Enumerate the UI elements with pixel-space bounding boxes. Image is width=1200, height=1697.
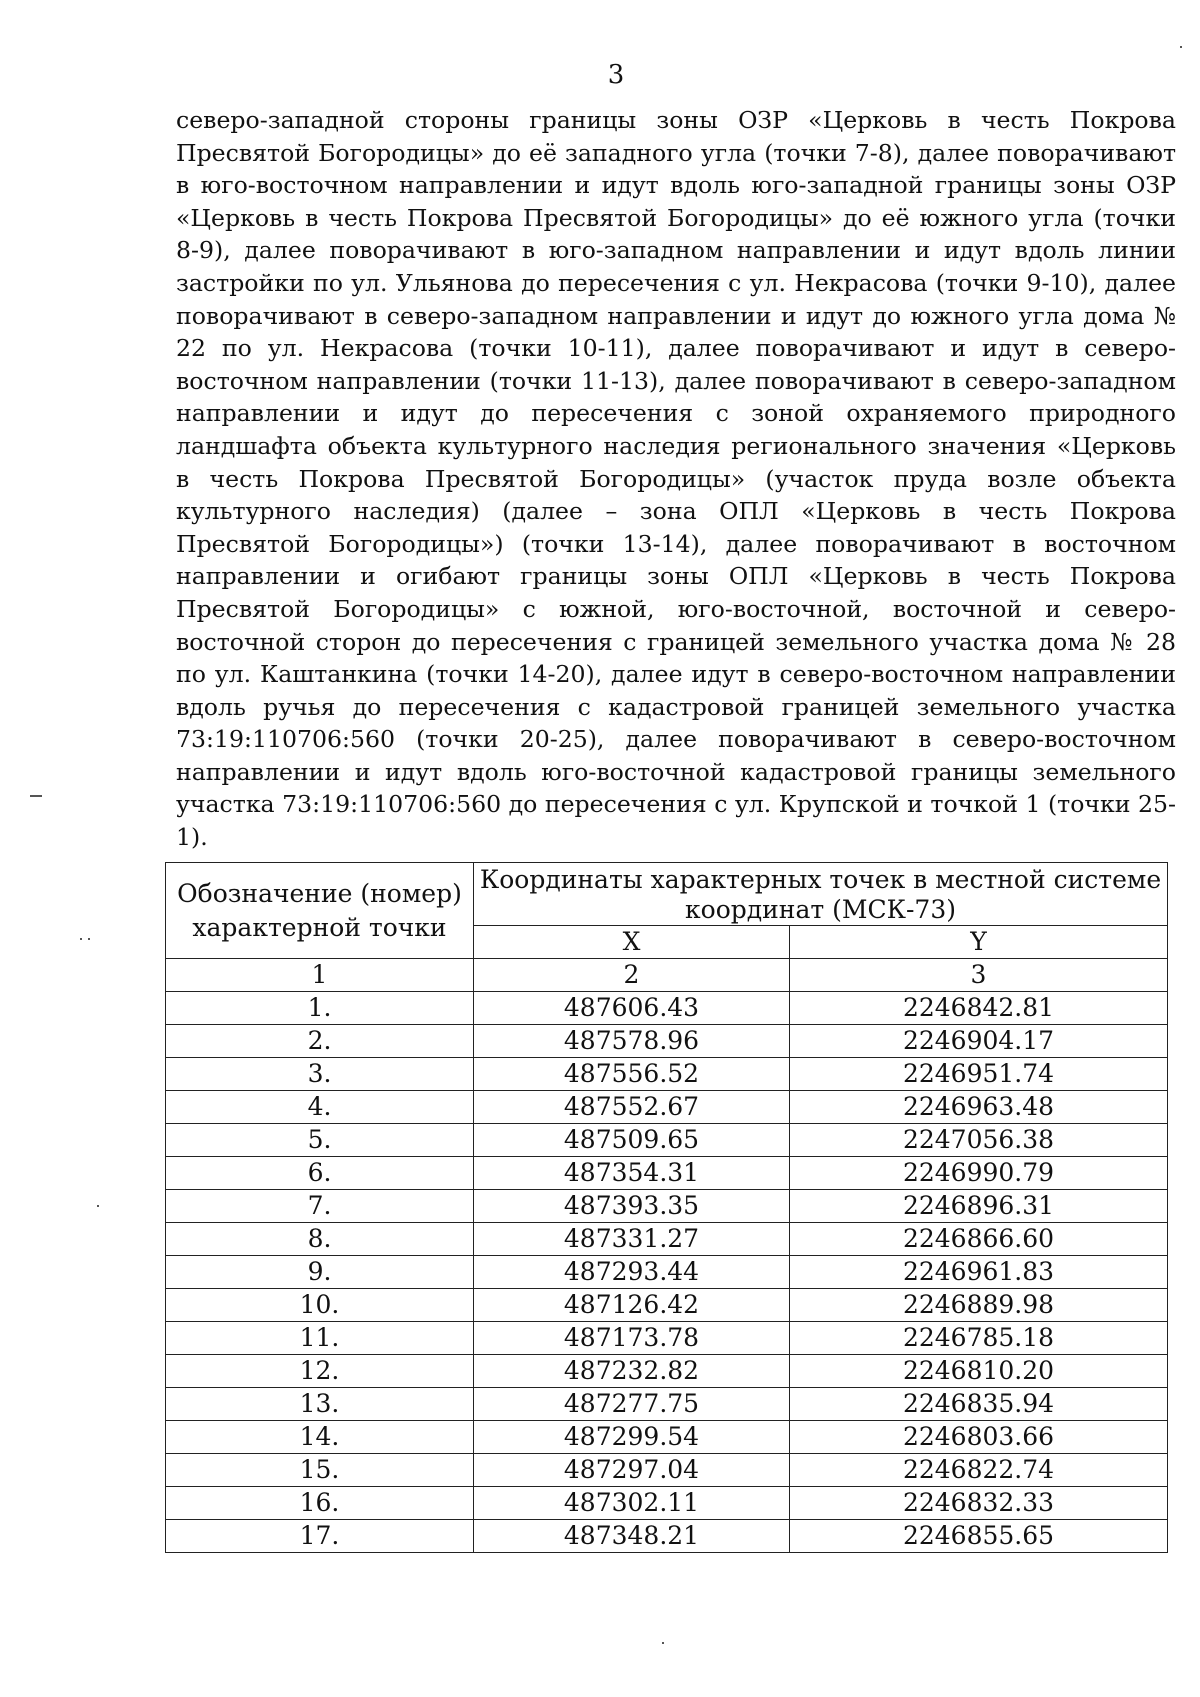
table-row	[166, 1520, 1168, 1553]
scan-mark	[80, 938, 82, 940]
table-row	[166, 1322, 1168, 1355]
y-cell: 2246785.18	[790, 1322, 1168, 1355]
point-cell: 6.	[166, 1157, 474, 1190]
body-paragraph: северо-западной стороны границы зоны ОЗР «Церковь в честь Покрова Пресвятой Богородицы» до её западного угла (точки 7-8), далее поворачивают в юго-восточном направлении и идут вдоль юго-западной границы зоны ОЗР «Церковь в честь Покрова Пресвятой Богородицы» до её южного угла (точки 8-9), далее поворачивают в юго-западном направлении и идут вдоль линии застройки по ул. Ульянова до пересечения с ул. Некрасова (точки 9-10), далее поворачивают в северо-западном направлении и идут до южного угла дома № 22 по ул. Некрасова (точки 10-11), далее поворачивают и идут в северо-восточном направлении (точки 11-13), далее поворачивают в северо-западном направлении и идут до пересечения с зоной охраняемого природного ландшафта объекта культурного наследия регионального значения «Церковь в честь Покрова Пресвятой Богородицы» (участок пруда возле объекта культурного наследия) (далее – зона ОПЛ «Церковь в честь Покрова Пресвятой Богородицы») (точки 13-14), далее поворачивают в восточном направлении и огибают границы зоны ОПЛ «Церковь в честь Покрова Пресвятой Богородицы» с южной, юго-восточной, восточной и северо-восточной сторон до пересечения с границей земельного участка дома № 28 по ул. Каштанкина (точки 14-20), далее идут в северо-восточном направлении вдоль ручья до пересечения с кадастровой границей земельного участка 73:19:110706:560 (точки 20-25), далее поворачивают в северо-восточном направлении и идут вдоль юго-восточной кадастровой границы земельного участка 73:19:110706:560 до пересечения с ул. Крупской и точкой 1 (точки 25-1).	[176, 106, 1176, 852]
x-cell: 487331.27	[474, 1223, 790, 1256]
scan-mark	[1180, 46, 1182, 48]
x-cell: 487277.75	[474, 1388, 790, 1421]
point-cell: 2.	[166, 1025, 474, 1058]
y-cell: 2246990.79	[790, 1157, 1168, 1190]
header-coordinates: Координаты характерных точек в местной системе координат (МСК-73)	[474, 863, 1168, 926]
point-cell: 3.	[166, 1058, 474, 1091]
point-cell: 8.	[166, 1223, 474, 1256]
point-cell: 15.	[166, 1454, 474, 1487]
header-point-designation: Обозначение (номер) характерной точки	[166, 863, 474, 959]
table-row	[166, 1223, 1168, 1256]
column-number-3: 3	[790, 959, 1168, 992]
point-cell: 10.	[166, 1289, 474, 1322]
point-cell: 14.	[166, 1421, 474, 1454]
table-row	[166, 1421, 1168, 1454]
y-cell: 2247056.38	[790, 1124, 1168, 1157]
table-row	[166, 1124, 1168, 1157]
x-cell: 487556.52	[474, 1058, 790, 1091]
point-cell: 16.	[166, 1487, 474, 1520]
coordinates-table-body	[166, 992, 1168, 1553]
scan-mark	[662, 1642, 664, 1644]
y-cell: 2246866.60	[790, 1223, 1168, 1256]
point-cell: 11.	[166, 1322, 474, 1355]
table-row	[166, 1487, 1168, 1520]
x-cell: 487297.04	[474, 1454, 790, 1487]
table-row	[166, 1190, 1168, 1223]
x-cell: 487232.82	[474, 1355, 790, 1388]
point-cell: 5.	[166, 1124, 474, 1157]
y-cell: 2246835.94	[790, 1388, 1168, 1421]
x-cell: 487299.54	[474, 1421, 790, 1454]
table-row	[166, 1454, 1168, 1487]
header-x: X	[474, 926, 790, 959]
y-cell: 2246963.48	[790, 1091, 1168, 1124]
point-cell: 13.	[166, 1388, 474, 1421]
table-row	[166, 1289, 1168, 1322]
x-cell: 487126.42	[474, 1289, 790, 1322]
page-number: 3	[607, 60, 625, 90]
column-number-1: 1	[166, 959, 474, 992]
point-cell: 4.	[166, 1091, 474, 1124]
point-cell: 7.	[166, 1190, 474, 1223]
y-cell: 2246803.66	[790, 1421, 1168, 1454]
x-cell: 487173.78	[474, 1322, 790, 1355]
header-y: Y	[790, 926, 1168, 959]
x-cell: 487552.67	[474, 1091, 790, 1124]
table-row	[166, 1091, 1168, 1124]
y-cell: 2246855.65	[790, 1520, 1168, 1553]
scan-mark	[30, 795, 42, 797]
table-row	[166, 992, 1168, 1025]
y-cell: 2246951.74	[790, 1058, 1168, 1091]
x-cell: 487302.11	[474, 1487, 790, 1520]
point-cell: 1.	[166, 992, 474, 1025]
y-cell: 2246896.31	[790, 1190, 1168, 1223]
table-row	[166, 1388, 1168, 1421]
x-cell: 487606.43	[474, 992, 790, 1025]
y-cell: 2246961.83	[790, 1256, 1168, 1289]
x-cell: 487509.65	[474, 1124, 790, 1157]
table-row	[166, 1355, 1168, 1388]
y-cell: 2246904.17	[790, 1025, 1168, 1058]
x-cell: 487293.44	[474, 1256, 790, 1289]
scan-mark	[97, 1205, 99, 1207]
point-cell: 9.	[166, 1256, 474, 1289]
table-row	[166, 1025, 1168, 1058]
y-cell: 2246822.74	[790, 1454, 1168, 1487]
scan-mark	[88, 938, 90, 940]
table-row	[166, 1157, 1168, 1190]
x-cell: 487348.21	[474, 1520, 790, 1553]
point-cell: 12.	[166, 1355, 474, 1388]
coordinates-table	[165, 862, 1168, 1553]
table-row	[166, 1256, 1168, 1289]
x-cell: 487578.96	[474, 1025, 790, 1058]
y-cell: 2246810.20	[790, 1355, 1168, 1388]
column-number-2: 2	[474, 959, 790, 992]
x-cell: 487393.35	[474, 1190, 790, 1223]
table-row	[166, 1058, 1168, 1091]
y-cell: 2246842.81	[790, 992, 1168, 1025]
x-cell: 487354.31	[474, 1157, 790, 1190]
y-cell: 2246889.98	[790, 1289, 1168, 1322]
point-cell: 17.	[166, 1520, 474, 1553]
y-cell: 2246832.33	[790, 1487, 1168, 1520]
